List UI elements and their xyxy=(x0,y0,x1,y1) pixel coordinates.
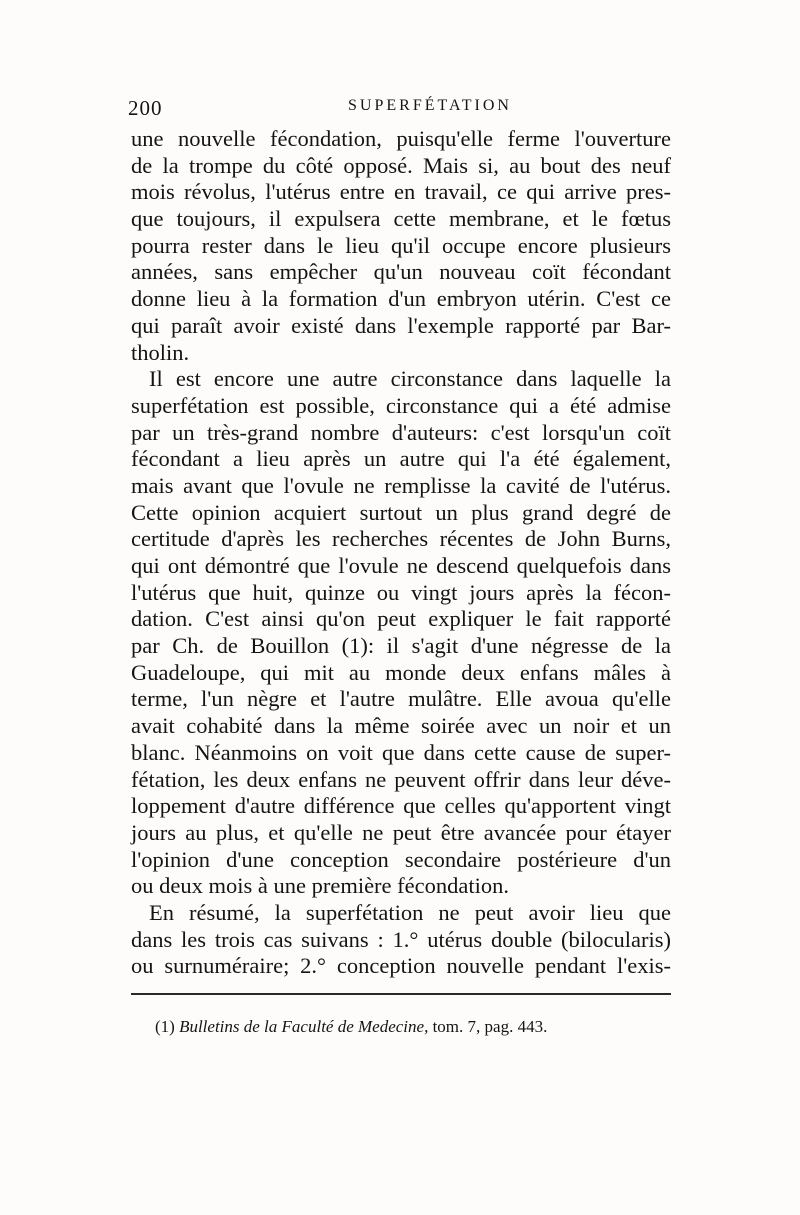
footnote-marker: (1) xyxy=(155,1017,175,1036)
footnote-rule xyxy=(131,993,671,995)
text-line: l'opinion d'une conception secondaire postérieure d'un xyxy=(131,846,671,872)
text-line: fécondant a lieu après un autre qui l'a été également, xyxy=(131,446,671,472)
page-header xyxy=(128,96,672,124)
footnote-reference: , tom. 7, pag. 443. xyxy=(424,1017,548,1036)
text-line: années, sans empêcher qu'un nouveau coït fécondant xyxy=(131,259,671,285)
text-line: mais avant que l'ovule ne remplisse la cavité de l'utérus. xyxy=(131,472,671,498)
page-number: 200 xyxy=(128,96,163,120)
text-line: par Ch. de Bouillon (1): il s'agit d'une négresse de la xyxy=(131,633,671,659)
text-line: ou surnuméraire; 2.° conception nouvelle pendant l'exis- xyxy=(131,953,671,979)
text-line: jours au plus, et qu'elle ne peut être avancée pour étayer xyxy=(131,819,671,845)
text-line: fétation, les deux enfans ne peuvent offrir dans leur déve- xyxy=(131,766,671,792)
text-line: que toujours, il expulsera cette membrane, et le fœtus xyxy=(131,206,671,232)
text-line: l'utérus que huit, quinze ou vingt jours après la fécon- xyxy=(131,579,671,605)
text-line: tholin. xyxy=(131,339,190,365)
text-line: donne lieu à la formation d'un embryon utérin. C'est ce xyxy=(131,286,671,312)
text-line: Guadeloupe, qui mit au monde deux enfans mâles à xyxy=(131,659,671,685)
text-line: dans les trois cas suivans : 1.° utérus double (bilocularis) xyxy=(131,926,671,952)
text-line: terme, l'un nègre et l'autre mulâtre. Elle avoua qu'elle xyxy=(131,686,671,712)
text-line: loppement d'autre différence que celles qu'apportent vingt xyxy=(131,793,671,819)
text-line: mois révolus, l'utérus entre en travail, ce qui arrive pres- xyxy=(131,179,671,205)
text-line: certitude d'après les recherches récentes de John Burns, xyxy=(131,526,671,552)
text-line: pourra rester dans le lieu qu'il occupe encore plusieurs xyxy=(131,232,671,258)
text-line: qui paraît avoir existé dans l'exemple rapporté par Bar- xyxy=(131,312,671,338)
text-line: Cette opinion acquiert surtout un plus grand degré de xyxy=(131,499,671,525)
text-line: En résumé, la superfétation ne peut avoir lieu que xyxy=(149,899,671,925)
text-line: avait cohabité dans la même soirée avec un noir et un xyxy=(131,713,671,739)
text-line: qui ont démontré que l'ovule ne descend quelquefois dans xyxy=(131,553,671,578)
text-line: de la trompe du côté opposé. Mais si, au bout des neuf xyxy=(131,152,671,178)
footnote xyxy=(155,1017,547,1037)
running-title: SUPERFÉTATION xyxy=(348,97,512,114)
footnote-title: Bulletins de la Faculté de Medecine xyxy=(179,1017,425,1036)
text-line: blanc. Néanmoins on voit que dans cette cause de super- xyxy=(131,739,671,765)
text-line: Il est encore une autre circonstance dans laquelle la xyxy=(149,366,671,392)
text-line: dation. C'est ainsi qu'on peut expliquer le fait rapporté xyxy=(131,606,671,632)
text-line: superfétation est possible, circonstance qui a été admise xyxy=(131,392,671,418)
body-text xyxy=(131,126,671,980)
text-line: une nouvelle fécondation, puisqu'elle ferme l'ouverture xyxy=(131,126,671,151)
text-line: par un très-grand nombre d'auteurs: c'est lorsqu'un coït xyxy=(131,419,671,445)
text-line: ou deux mois à une première fécondation. xyxy=(131,873,509,899)
